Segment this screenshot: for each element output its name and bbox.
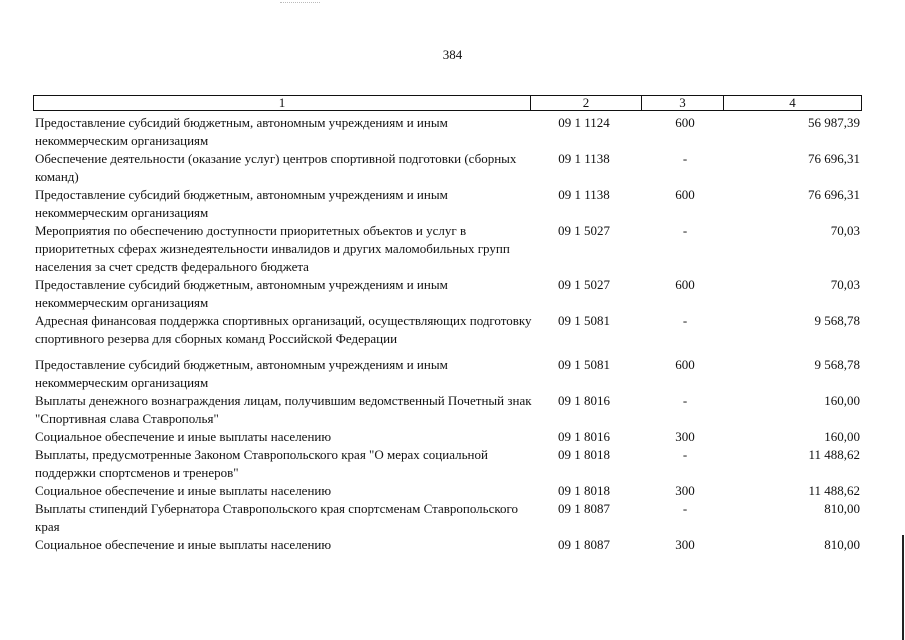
row-name: Обеспечение деятельности (оказание услуг) центров спортивной подготовки (сборных команд) xyxy=(35,151,517,184)
row-amount: 70,03 xyxy=(830,223,860,238)
row-name: Социальное обеспечение и иные выплаты населению xyxy=(35,537,332,552)
row-type: 600 xyxy=(675,277,695,292)
row-name: Выплаты, предусмотренные Законом Ставропольского края "О мерах социальной поддержки спортсменов и тренеров" xyxy=(35,447,488,480)
row-code: 09 1 5081 xyxy=(558,313,610,328)
row-amount: 56 987,39 xyxy=(808,115,860,130)
table-row xyxy=(35,356,862,392)
column-header-2: 2 xyxy=(531,96,642,110)
row-amount: 810,00 xyxy=(824,501,860,516)
row-name: Предоставление субсидий бюджетным, автономным учреждениям и иным некоммерческим организациям xyxy=(35,357,448,390)
row-type: - xyxy=(682,151,688,166)
row-code: 09 1 8016 xyxy=(558,429,610,444)
table-row xyxy=(35,446,862,482)
row-amount: 70,03 xyxy=(830,277,860,292)
row-name: Выплаты денежного вознаграждения лицам, получившим ведомственный Почетный знак "Спортивная слава Ставрополья" xyxy=(35,393,532,426)
row-name: Адресная финансовая поддержка спортивных организаций, осуществляющих подготовку спортивного резерва для сборных команд Российской Федерации xyxy=(35,313,532,346)
table-row xyxy=(35,114,862,150)
row-type: 300 xyxy=(675,483,695,498)
row-code: 09 1 8018 xyxy=(558,447,610,462)
row-code: 09 1 8087 xyxy=(558,537,610,552)
row-amount: 160,00 xyxy=(824,393,860,408)
table-row xyxy=(35,428,862,446)
table-row xyxy=(35,536,862,554)
row-amount: 810,00 xyxy=(824,537,860,552)
row-code: 09 1 8018 xyxy=(558,483,610,498)
table-row xyxy=(35,186,862,222)
row-name: Предоставление субсидий бюджетным, автономным учреждениям и иным некоммерческим организациям xyxy=(35,277,448,310)
table-header xyxy=(33,95,862,111)
row-name: Предоставление субсидий бюджетным, автономным учреждениям и иным некоммерческим организациям xyxy=(35,187,448,220)
row-name: Социальное обеспечение и иные выплаты населению xyxy=(35,429,332,444)
column-header-4: 4 xyxy=(789,95,796,110)
table-body xyxy=(35,114,862,554)
row-code: 09 1 5027 xyxy=(558,223,610,238)
column-header-1: 1 xyxy=(34,96,531,110)
scan-edge-line xyxy=(902,535,904,640)
row-type: - xyxy=(682,223,688,238)
row-name: Социальное обеспечение и иные выплаты населению xyxy=(35,483,332,498)
row-type: - xyxy=(682,447,688,462)
page-number: 384 xyxy=(442,47,463,62)
table-row xyxy=(35,222,862,276)
table-row xyxy=(35,276,862,312)
row-amount: 9 568,78 xyxy=(814,313,860,328)
row-type: 300 xyxy=(675,429,695,444)
row-code: 09 1 5027 xyxy=(558,277,610,292)
row-amount: 11 488,62 xyxy=(808,447,860,462)
row-amount: 76 696,31 xyxy=(808,187,860,202)
row-code: 09 1 5081 xyxy=(558,357,610,372)
row-code: 09 1 1124 xyxy=(558,115,610,130)
scan-artifact xyxy=(280,2,320,5)
table-row xyxy=(35,392,862,428)
table-row xyxy=(35,500,862,536)
row-name: Мероприятия по обеспечению доступности приоритетных объектов и услуг в приоритетных сферах жизнедеятельности инвалидов и других маломобильных групп населения за счет средств федерального бюджета xyxy=(35,223,510,274)
row-amount: 9 568,78 xyxy=(814,357,860,372)
row-type: 600 xyxy=(675,187,695,202)
row-amount: 76 696,31 xyxy=(808,151,860,166)
table-row xyxy=(35,482,862,500)
row-type: - xyxy=(682,501,688,516)
row-code: 09 1 1138 xyxy=(558,151,610,166)
row-name: Предоставление субсидий бюджетным, автономным учреждениям и иным некоммерческим организациям xyxy=(35,115,448,148)
row-type: 300 xyxy=(675,537,695,552)
row-code: 09 1 8016 xyxy=(558,393,610,408)
row-code: 09 1 8087 xyxy=(558,501,610,516)
row-type: - xyxy=(682,313,688,328)
column-header-3: 3 xyxy=(642,96,724,110)
table-row xyxy=(35,312,862,348)
row-type: 600 xyxy=(675,357,695,372)
row-name: Выплаты стипендий Губернатора Ставропольского края спортсменам Ставропольского края xyxy=(35,501,518,534)
row-type: 600 xyxy=(675,115,695,130)
row-amount: 11 488,62 xyxy=(808,483,860,498)
table-row xyxy=(35,150,862,186)
row-type: - xyxy=(682,393,688,408)
row-amount: 160,00 xyxy=(824,429,860,444)
row-code: 09 1 1138 xyxy=(558,187,610,202)
